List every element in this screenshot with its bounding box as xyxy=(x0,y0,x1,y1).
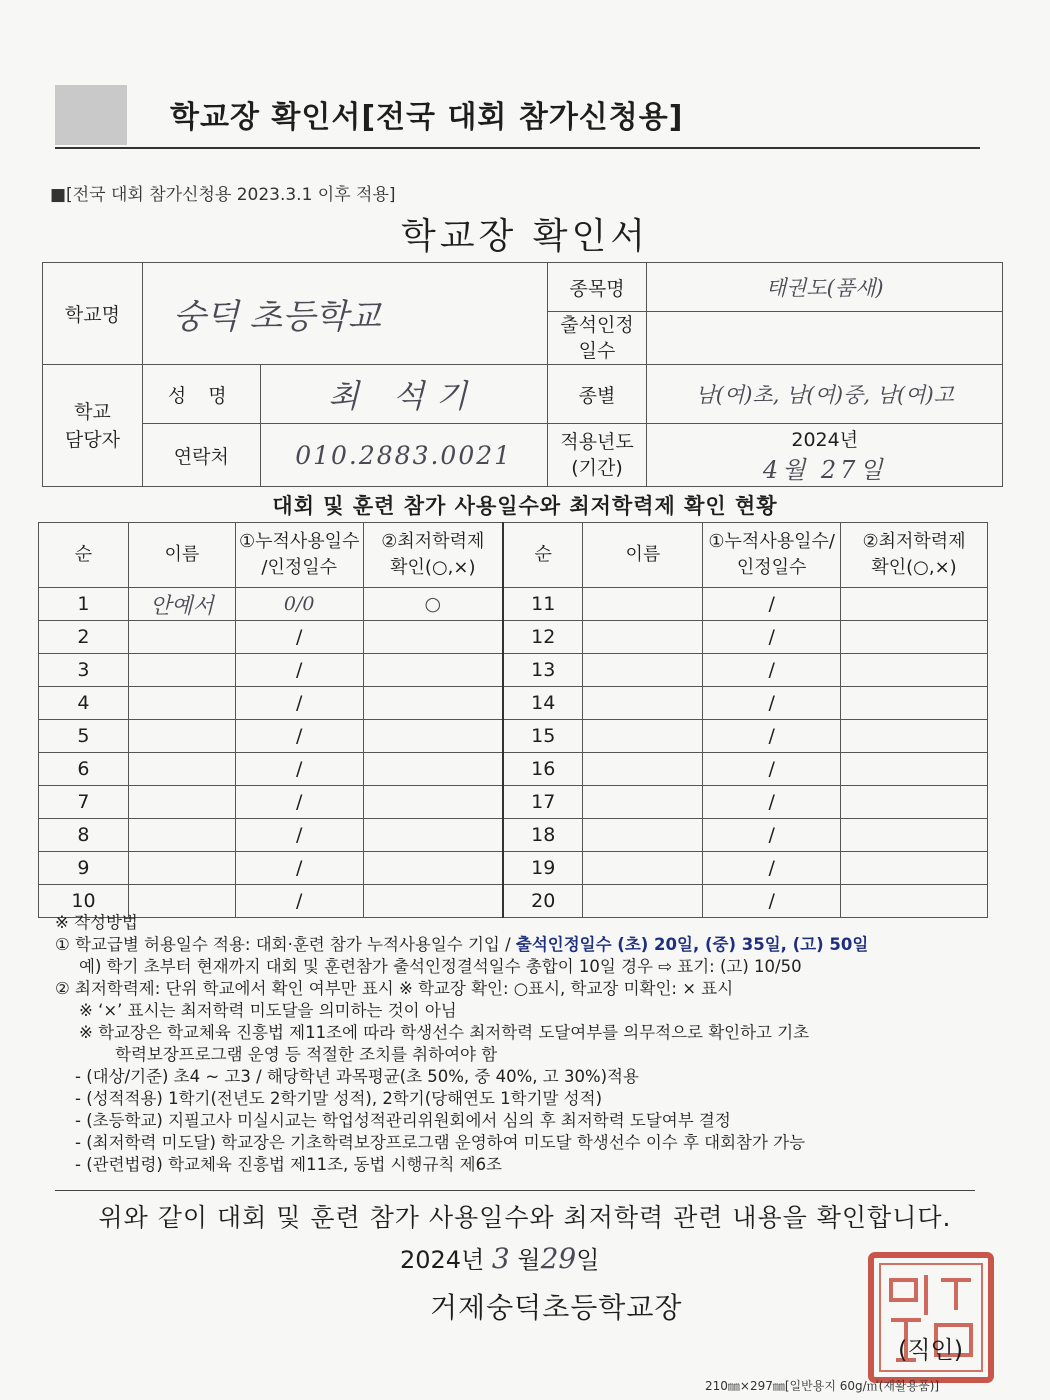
row-min-right xyxy=(841,588,988,621)
row-no: 7 xyxy=(39,786,129,819)
row-days-right: / xyxy=(703,819,841,852)
row-min xyxy=(363,786,503,819)
row-name xyxy=(128,753,235,786)
date-month: 3 xyxy=(491,1242,510,1275)
instruction-1-example: 예) 학기 초부터 현재까지 대회 및 훈련참가 출석인정결석일수 총합이 10일 경우 ⇨ 표기: (고) 10/50 xyxy=(79,957,802,976)
row-days-right: / xyxy=(703,786,841,819)
table-row xyxy=(39,687,988,720)
instruction-1-text: ① 학교급별 허용일수 적용: 대회·훈련 참가 누적사용일수 기입 / xyxy=(55,935,516,954)
table-row xyxy=(39,621,988,654)
instruction-8: - (초등학교) 지필고사 미실시교는 학업성적관리위원회에서 심의 후 최저학력 도달여부 결정 xyxy=(75,1111,731,1130)
instruction-5: 학력보장프로그램 운영 등 적절한 조치를 취하여야 함 xyxy=(115,1045,498,1064)
category-value: 남(여)초, 남(여)중, 남(여)고 xyxy=(647,365,1003,424)
header-name-right: 이름 xyxy=(583,523,703,588)
row-min-right xyxy=(841,687,988,720)
header-no-right: 순 xyxy=(503,523,583,588)
header-days-line1: ①누적사용일수 xyxy=(238,531,360,552)
row-days-right: / xyxy=(703,753,841,786)
header-min-right-line1: ②최저학력제 xyxy=(862,531,966,552)
attendance-label xyxy=(547,312,647,365)
row-no-right: 12 xyxy=(503,621,583,654)
date-day: 29 xyxy=(540,1242,577,1275)
row-no-right: 20 xyxy=(503,885,583,918)
header-no: 순 xyxy=(39,523,129,588)
year-value-line2: 4월 27일 xyxy=(762,456,887,484)
row-min-right xyxy=(841,654,988,687)
row-name-right xyxy=(583,654,703,687)
row-min xyxy=(363,720,503,753)
paper-spec-footer: 210㎜×297㎜[일반용지 60g/㎡(재활용품)] xyxy=(705,1379,940,1393)
school-label: 학교명 xyxy=(43,263,143,365)
row-min xyxy=(363,654,503,687)
table-header-row xyxy=(39,523,988,588)
attendance-label-line1: 출석인정 xyxy=(560,314,634,336)
principal-signature: 거제숭덕초등학교장 xyxy=(430,1291,683,1324)
row-days: / xyxy=(235,621,363,654)
row-days: / xyxy=(235,687,363,720)
row-days-right: / xyxy=(703,885,841,918)
table-row xyxy=(39,819,988,852)
issue-date xyxy=(400,1240,599,1275)
school-value: 숭덕 초등학교 xyxy=(142,263,547,365)
row-no-right: 18 xyxy=(503,819,583,852)
confirmation-statement: 위와 같이 대회 및 훈련 참가 사용일수와 최저학력 관련 내용을 확인합니다. xyxy=(98,1203,952,1232)
row-no: 2 xyxy=(39,621,129,654)
year-label-line2: (기간) xyxy=(571,457,623,479)
row-min-right xyxy=(841,786,988,819)
row-min: ○ xyxy=(363,588,503,621)
row-days: / xyxy=(235,885,363,918)
manager-label xyxy=(43,365,143,487)
table-row xyxy=(39,588,988,621)
category-label: 종별 xyxy=(547,365,647,424)
instruction-10: - (관련법령) 학교체육 진흥법 제11조, 동법 시행규칙 제6조 xyxy=(75,1155,502,1174)
row-min-right xyxy=(841,753,988,786)
event-label: 종목명 xyxy=(547,263,647,312)
row-min-right xyxy=(841,621,988,654)
instruction-2: ② 최저학력제: 단위 학교에서 확인 여부만 표시 ※ 학교장 확인: ○표시, 학교장 미확인: × 표시 xyxy=(55,979,734,998)
row-name xyxy=(128,852,235,885)
row-name-right xyxy=(583,819,703,852)
row-days: / xyxy=(235,819,363,852)
header-min xyxy=(363,523,503,588)
table-row xyxy=(39,852,988,885)
row-name-right xyxy=(583,621,703,654)
row-days-right: / xyxy=(703,852,841,885)
row-days: / xyxy=(235,786,363,819)
row-days: / xyxy=(235,753,363,786)
row-no: 5 xyxy=(39,720,129,753)
separator-line xyxy=(55,1190,975,1191)
row-name-right xyxy=(583,687,703,720)
row-name xyxy=(128,621,235,654)
row-name xyxy=(128,654,235,687)
row-days: / xyxy=(235,654,363,687)
row-name xyxy=(128,819,235,852)
name-label: 성 명 xyxy=(142,365,260,424)
participation-table xyxy=(38,522,988,918)
header-min-right xyxy=(841,523,988,588)
section-heading: 대회 및 훈련 참가 사용일수와 최저학력제 확인 현황 xyxy=(272,494,778,518)
row-name-right xyxy=(583,852,703,885)
row-min xyxy=(363,687,503,720)
row-min xyxy=(363,621,503,654)
seal-label: (직인) xyxy=(898,1336,964,1364)
instruction-3: ※ ‘×’ 표시는 최저학력 미도달을 의미하는 것이 아님 xyxy=(79,1001,457,1020)
row-no: 3 xyxy=(39,654,129,687)
year-label xyxy=(547,424,647,487)
header-min-right-line2: 확인(○,×) xyxy=(871,557,957,578)
row-no: 8 xyxy=(39,819,129,852)
header-days xyxy=(235,523,363,588)
header-min-line2: 확인(○,×) xyxy=(390,557,476,578)
contact-value: 010.2883.0021 xyxy=(260,424,547,487)
row-days-right: / xyxy=(703,654,841,687)
year-label-line1: 적용년도 xyxy=(560,431,634,453)
header-name: 이름 xyxy=(128,523,235,588)
header-days-line2: /인정일수 xyxy=(261,557,338,578)
row-days-right: / xyxy=(703,588,841,621)
attendance-label-line2: 일수 xyxy=(578,340,616,362)
row-name xyxy=(128,687,235,720)
instruction-6: - (대상/기준) 초4 ~ 고3 / 해당학년 과목평균(초 50%, 중 40%, 고 30%)적용 xyxy=(75,1067,639,1086)
instruction-9: - (최저학력 미도달) 학교장은 기초학력보장프로그램 운영하여 미도달 학생선수 이수 후 대회참가 가능 xyxy=(75,1133,806,1152)
instructions xyxy=(55,912,1025,1176)
table-row xyxy=(39,753,988,786)
date-day-unit: 일 xyxy=(576,1246,600,1274)
instruction-1-highlight: 출석인정일수 (초) 20일, (중) 35일, (고) 50일 xyxy=(515,935,869,954)
row-days: / xyxy=(235,720,363,753)
contact-label: 연락처 xyxy=(142,424,260,487)
date-month-unit: 월 xyxy=(517,1246,541,1274)
row-no: 6 xyxy=(39,753,129,786)
year-value xyxy=(647,424,1003,487)
instruction-4: ※ 학교장은 학교체육 진흥법 제11조에 따라 학생선수 최저학력 도달여부를 의무적으로 확인하고 기초 xyxy=(79,1023,810,1042)
row-name-right xyxy=(583,588,703,621)
header-grey-block xyxy=(55,85,127,145)
event-value: 태권도(품새) xyxy=(647,263,1003,312)
row-days-right: / xyxy=(703,687,841,720)
header-days-right-line2: 인정일수 xyxy=(736,557,807,578)
name-value: 최 석기 xyxy=(260,365,547,424)
row-no: 10 xyxy=(39,885,129,918)
row-name-right xyxy=(583,720,703,753)
row-min-right xyxy=(841,852,988,885)
header-min-line1: ②최저학력제 xyxy=(381,531,485,552)
form-title: 학교장 확인서 xyxy=(400,216,650,257)
instruction-1 xyxy=(55,934,1025,956)
row-min xyxy=(363,819,503,852)
row-name xyxy=(128,786,235,819)
date-year: 2024년 xyxy=(400,1246,485,1274)
instruction-7: - (성적적용) 1학기(전년도 2학기말 성적), 2학기(당해연도 1학기말 성적) xyxy=(75,1089,603,1108)
row-days-right: / xyxy=(703,621,841,654)
row-min-right xyxy=(841,819,988,852)
table-row xyxy=(39,720,988,753)
row-no-right: 19 xyxy=(503,852,583,885)
info-table xyxy=(42,262,1003,487)
row-days: 0/0 xyxy=(235,588,363,621)
row-no-right: 14 xyxy=(503,687,583,720)
row-name: 안예서 xyxy=(128,588,235,621)
row-no-right: 13 xyxy=(503,654,583,687)
row-no: 4 xyxy=(39,687,129,720)
row-name xyxy=(128,720,235,753)
row-no-right: 16 xyxy=(503,753,583,786)
manager-label-line1: 학교 xyxy=(74,400,111,423)
row-no: 1 xyxy=(39,588,129,621)
table-row xyxy=(39,786,988,819)
instructions-title: ※ 작성방법 xyxy=(55,913,138,932)
header-days-right xyxy=(703,523,841,588)
attendance-value xyxy=(647,312,1003,365)
row-name-right xyxy=(583,753,703,786)
row-no-right: 15 xyxy=(503,720,583,753)
row-no: 9 xyxy=(39,852,129,885)
row-days: / xyxy=(235,852,363,885)
row-no-right: 17 xyxy=(503,786,583,819)
row-min xyxy=(363,852,503,885)
row-name-right xyxy=(583,786,703,819)
document-caption: ■[전국 대회 참가신청용 2023.3.1 이후 적용] xyxy=(50,185,396,205)
header-days-right-line1: ①누적사용일수/ xyxy=(708,531,835,552)
year-value-line1: 2024년 xyxy=(791,429,859,451)
row-min-right xyxy=(841,720,988,753)
row-days-right: / xyxy=(703,720,841,753)
table-row xyxy=(39,654,988,687)
row-min xyxy=(363,753,503,786)
manager-label-line2: 담당자 xyxy=(64,428,120,451)
document-title: 학교장 확인서[전국 대회 참가신청용] xyxy=(170,100,684,135)
row-no-right: 11 xyxy=(503,588,583,621)
